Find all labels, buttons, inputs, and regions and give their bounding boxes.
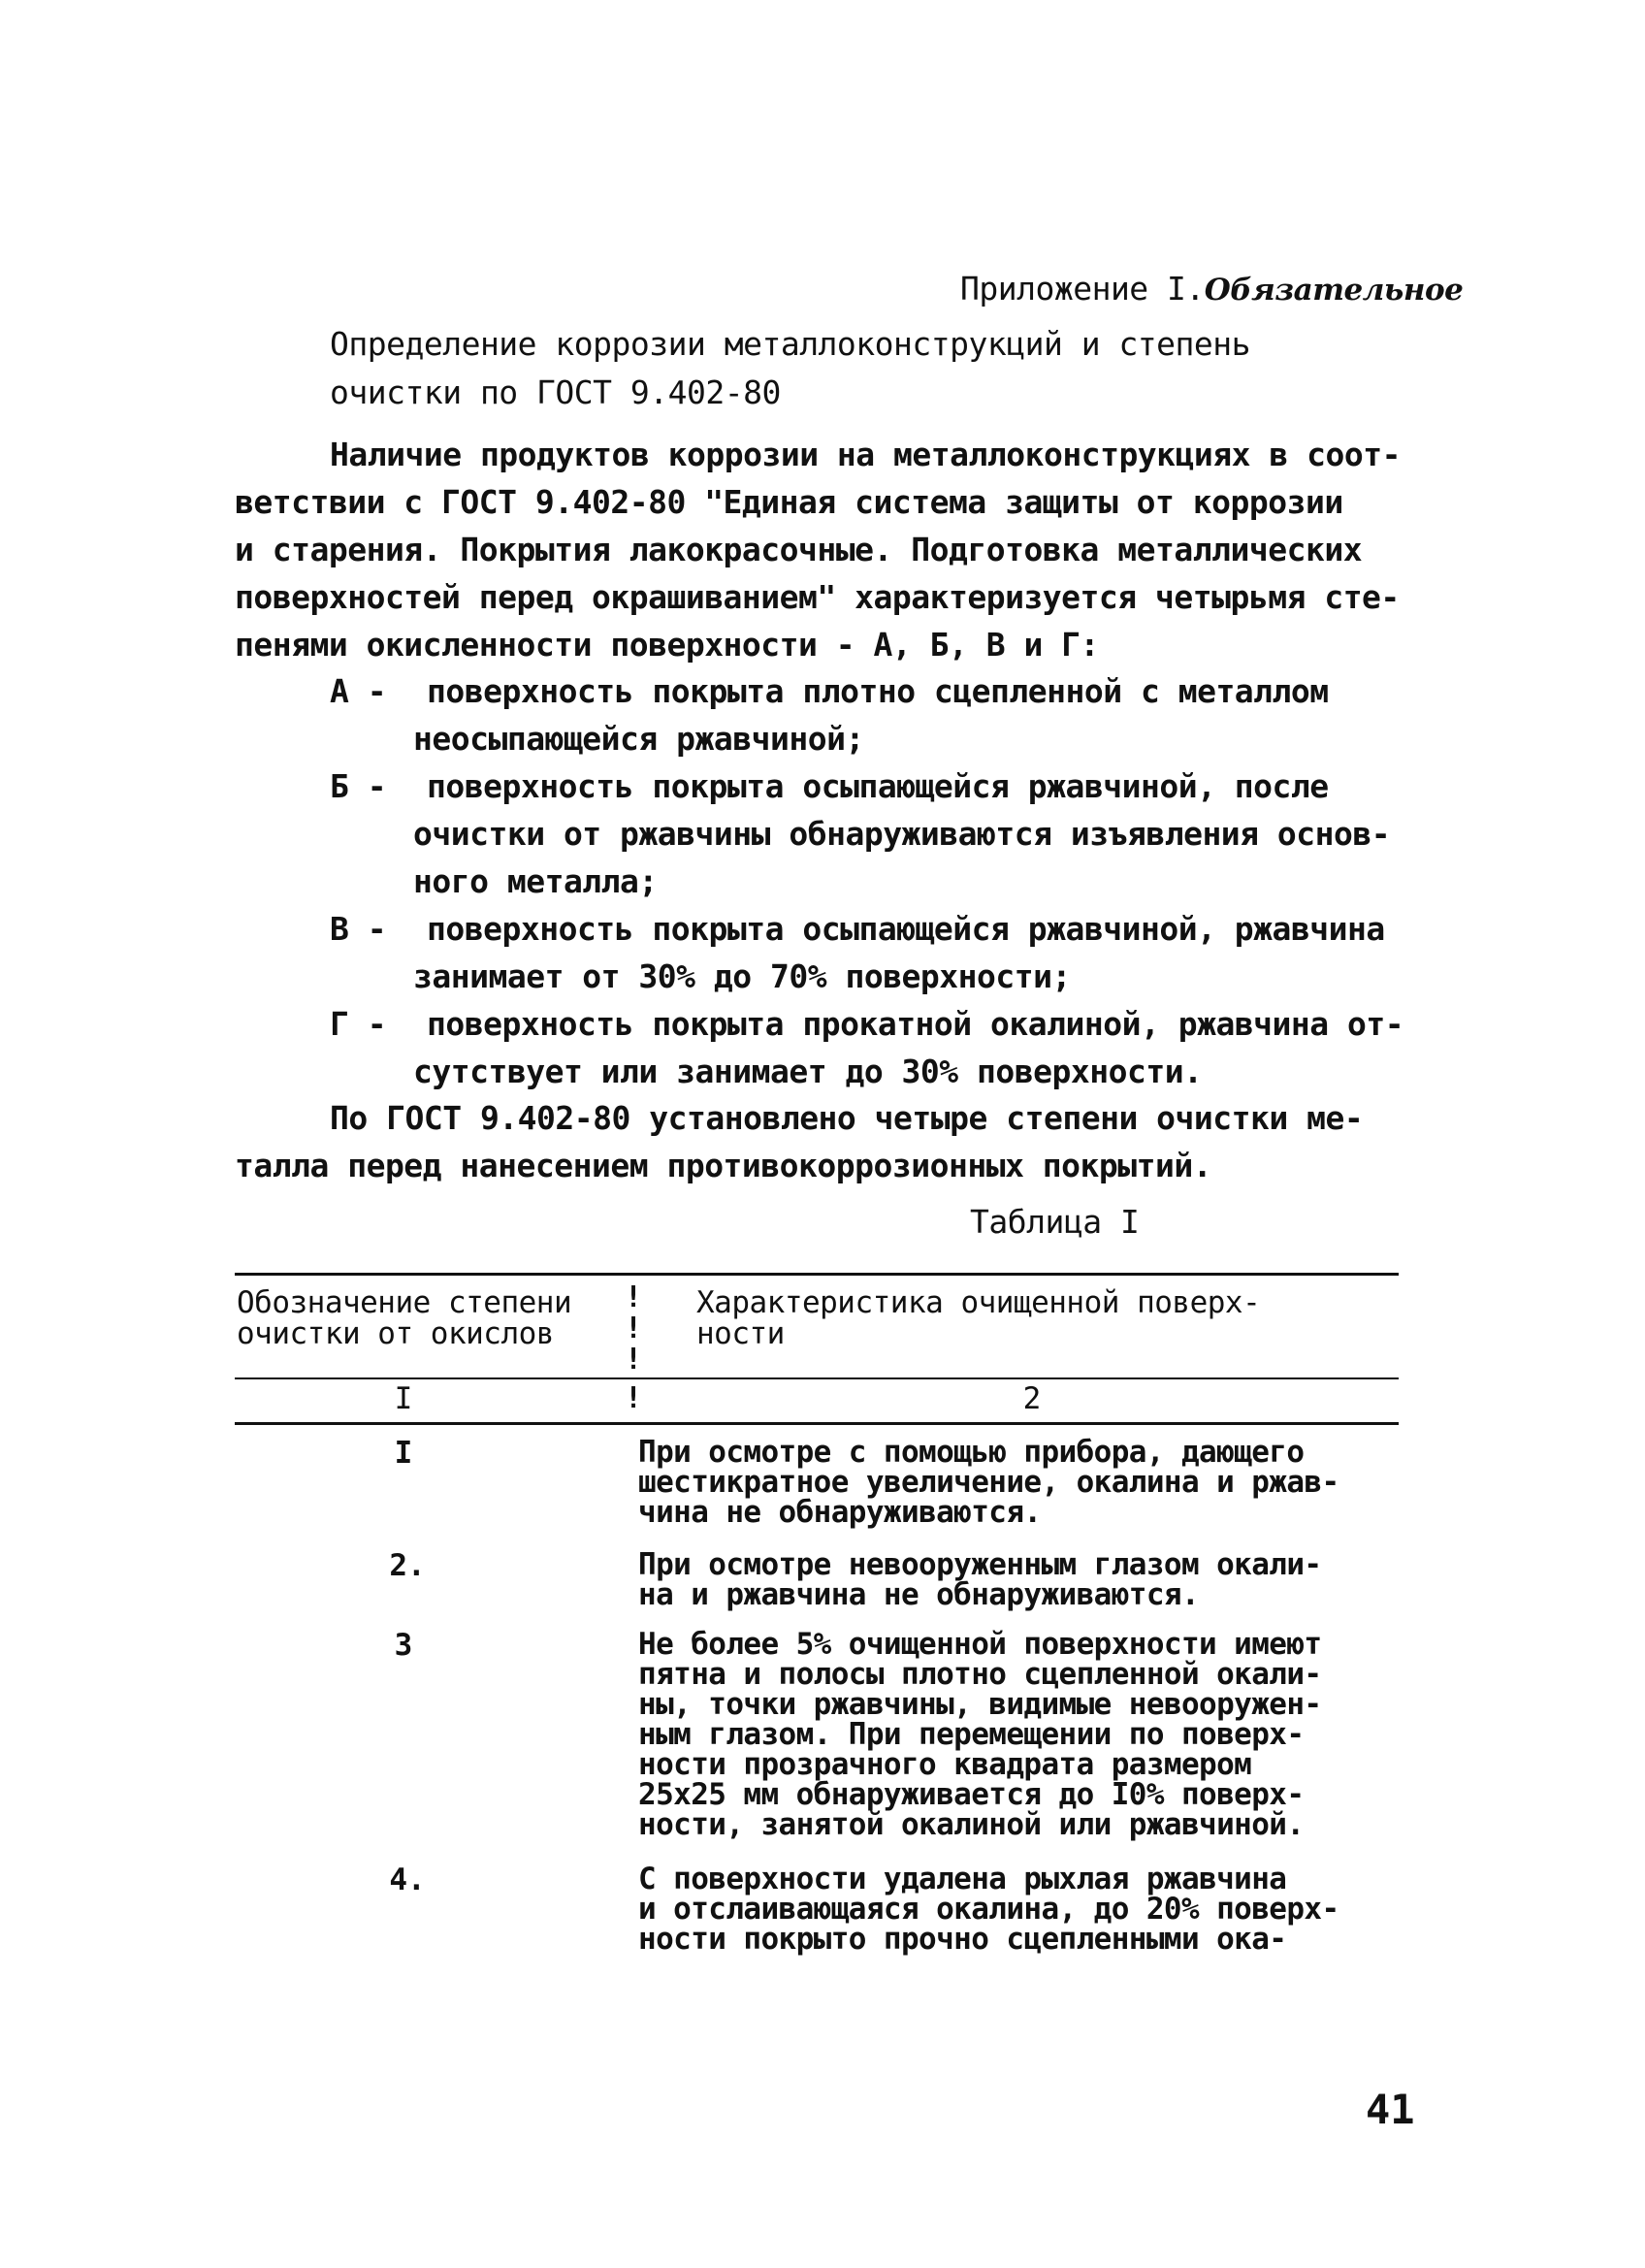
page-number: 41 [1366,2086,1415,2133]
row-desc-line: При осмотре невооруженным глазом окали- [638,1547,1322,1582]
intro-line: поверхностей перед окрашиванием" характеризуется четырьмя сте- [235,578,1400,616]
grade-letter: Г - [330,1005,387,1043]
grade-letter: А - [330,672,387,710]
table-row [638,1435,1404,1530]
row-desc-line: чина не обнаруживаются. [638,1495,1042,1530]
header-col1-line: Обозначение степени [237,1285,572,1320]
title-line: очистки по ГОСТ 9.402-80 [330,373,781,411]
summary-line: талла перед нанесением противокоррозионных покрытий. [235,1147,1212,1184]
intro-line: и старения. Покрытия лакокрасочные. Подготовка металлических [235,531,1363,568]
row-desc-line: и отслаивающаяся окалина, до 20% поверх- [638,1892,1339,1927]
table-top-rule [235,1273,1399,1276]
header-num2: 2 [1022,1381,1042,1416]
header-col1-line: очистки от окислов [237,1316,554,1351]
row-desc-line: Не более 5% очищенной поверхности имеют [638,1627,1322,1662]
document-title [330,320,1250,417]
list-item [235,762,1428,810]
intro-line: ветствии с ГОСТ 9.402-80 "Единая система защиты от коррозии [235,483,1343,521]
grade-letter: Б - [330,767,387,805]
header-col2 [696,1287,1260,1349]
column-separator: ! [625,1381,643,1415]
column-separator: ! [625,1312,643,1345]
intro-line: пенями окисленности поверхности - А, Б, В и Г: [235,626,1099,664]
summary-line: По ГОСТ 9.402-80 установлено четыре степени очистки ме- [330,1099,1364,1137]
appendix-heading [960,270,1463,308]
row-desc-line: шестикратное увеличение, окалина и ржав- [638,1465,1339,1500]
intro-line: Наличие продуктов коррозии на металлоконструкциях в соот- [330,436,1401,473]
header-col2-line: ности [696,1316,785,1351]
header-bottom-rule [235,1422,1399,1425]
grade-text: очистки от ржавчины обнаруживаются изъявления основ- [413,815,1391,853]
row-desc-line: ным глазом. При перемещении по поверх- [638,1717,1305,1752]
row-desc-line: ности прозрачного квадрата размером [638,1747,1252,1782]
row-desc-line: ности покрыто прочно сцепленными ока- [638,1922,1287,1957]
row-grade: 2. [389,1548,426,1583]
grade-text: поверхность покрыта осыпающейся ржавчиной, ржавчина [427,910,1385,948]
grade-text: ного металла; [413,862,658,900]
row-desc-line: пятна и полосы плотно сцепленной окали- [638,1657,1322,1692]
grade-text: поверхность покрыта осыпающейся ржавчиной, после [427,767,1329,805]
intro-paragraph [235,431,1428,668]
list-item [235,905,1428,953]
row-desc-line: С поверхности удалена рыхлая ржавчина [638,1862,1287,1896]
list-item [235,1000,1428,1048]
header-col1 [237,1287,571,1349]
grades-list [235,667,1428,1095]
row-desc-line: При осмотре с помощью прибора, дающего [638,1435,1305,1470]
column-separator: ! [625,1343,643,1377]
row-desc-line: на и ржавчина не обнаруживаются. [638,1577,1200,1612]
row-desc-line: ности, занятой окалиной или ржавчиной. [638,1807,1305,1842]
table-row [638,1864,1404,1955]
row-grade: 3 [394,1628,413,1663]
grade-text: занимает от 30% до 70% поверхности; [413,957,1071,995]
grade-text: поверхность покрыта плотно сцепленной с металлом [427,672,1329,710]
row-grade: I [394,1436,413,1471]
appendix-label: Приложение I. [960,270,1205,308]
table-label: Таблица I [970,1203,1140,1241]
title-line: Определение коррозии металлоконструкций и степень [330,325,1251,363]
list-item [235,667,1428,715]
header-col2-line: Характеристика очищенной поверх- [696,1285,1261,1320]
summary-paragraph [235,1094,1428,1189]
grade-text: неосыпающейся ржавчиной; [413,720,864,758]
table-row [638,1627,1404,1842]
grade-text: поверхность покрыта прокатной окалиной, ржавчина от- [427,1005,1404,1043]
row-desc-line: ны, точки ржавчины, видимые невооружен- [638,1687,1322,1722]
row-grade: 4. [389,1863,426,1897]
row-desc-line: 25х25 мм обнаруживается до I0% поверх- [638,1777,1305,1812]
column-separator: ! [625,1280,643,1314]
header-num1: I [394,1381,413,1416]
appendix-mark: Обязательное [1204,273,1464,308]
header-rule [235,1377,1399,1379]
table-row [638,1547,1404,1612]
grade-letter: В - [330,910,387,948]
grade-text: сутствует или занимает до 30% поверхности. [413,1053,1203,1090]
